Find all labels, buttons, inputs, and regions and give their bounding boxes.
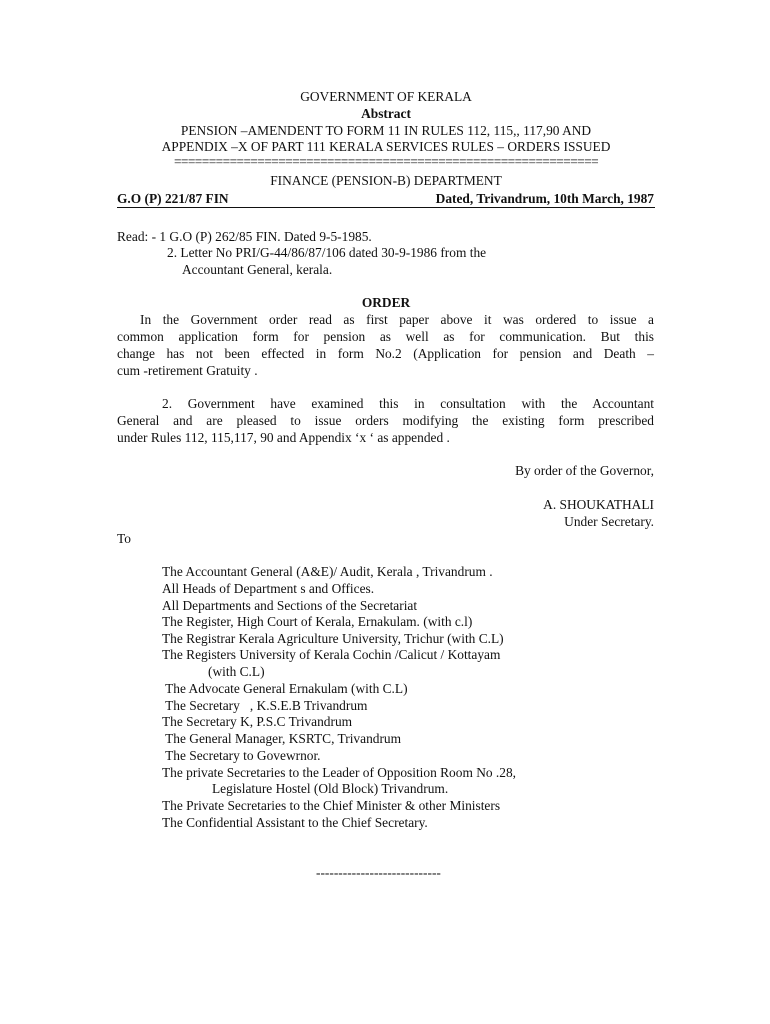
recipient-item: The General Manager, KSRTC, Trivandrum [162,731,402,746]
recipient-item: All Heads of Department s and Offices. [162,581,375,596]
recipient-item: The Secretary to Govewrnor. [162,748,321,763]
recipient-item: The private Secretaries to the Leader of Opposition Room No .28, [162,765,517,780]
by-order-line: By order of the Governor, [515,463,654,478]
order-para1-line1: In the Government order read as first paper above it was ordered to issue a [140,312,654,327]
recipient-item-cont: Legislature Hostel (Old Block) Trivandrum. [212,781,449,796]
header-underline [117,207,655,208]
signatory-designation: Under Secretary. [564,514,654,529]
order-para1-line4: cum -retirement Gratuity . [117,363,258,378]
separator-line: ============================================================= [173,154,599,169]
recipient-item: The Confidential Assistant to the Chief Secretary. [162,815,428,830]
recipient-item: The Registrar Kerala Agriculture University, Trichur (with C.L) [162,631,504,646]
recipient-item: The Private Secretaries to the Chief Minister & other Ministers [162,798,501,813]
department-title: FINANCE (PENSION-B) DEPARTMENT [270,173,502,188]
order-para2-line1: 2. Government have examined this in consultation with the Accountant [162,396,654,411]
recipient-item: The Advocate General Ernakulam (with C.L) [162,681,408,696]
subject-line-2: APPENDIX –X OF PART 111 KERALA SERVICES RULES – ORDERS ISSUED [161,139,611,154]
order-para2-line3: under Rules 112, 115,117, 90 and Appendix ‘x ‘ as appended . [117,430,450,445]
government-title: GOVERNMENT OF KERALA [300,89,472,104]
recipient-item: The Registers University of Kerala Cochin /Calicut / Kottayam [162,647,501,662]
to-label: To [117,531,131,546]
recipient-item: The Secretary K, P.S.C Trivandrum [162,714,353,729]
read-reference-1: Read: - 1 G.O (P) 262/85 FIN. Dated 9-5-1985. [117,229,372,244]
order-para1-line2: common application form for pension as well as for communication. But this [117,329,654,344]
order-para1-line3: change has not been effected in form No.2 (Application for pension and Death – [117,346,654,361]
order-heading: ORDER [361,295,411,310]
recipient-item: The Register, High Court of Kerala, Ernakulam. (with c.l) [162,614,473,629]
signatory-name: A. SHOUKATHALI [543,497,654,512]
closing-dashes: ---------------------------- [316,865,441,880]
subject-line-1: PENSION –AMENDENT TO FORM 11 IN RULES 112, 115,, 117,90 AND [180,123,592,138]
order-date: Dated, Trivandrum, 10th March, 1987 [435,191,654,206]
go-number: G.O (P) 221/87 FIN [117,191,229,206]
read-reference-2: 2. Letter No PRI/G-44/86/87/106 dated 30-9-1986 from the [167,245,487,260]
abstract-heading: Abstract [361,106,411,121]
recipient-item: All Departments and Sections of the Secretariat [162,598,418,613]
recipient-item: The Secretary , K.S.E.B Trivandrum [162,698,368,713]
recipient-item: The Accountant General (A&E)/ Audit, Kerala , Trivandrum . [162,564,493,579]
recipient-item-cont: (with C.L) [208,664,265,679]
order-para2-line2: General and are pleased to issue orders modifying the existing form prescribed [117,413,654,428]
read-reference-2-cont: Accountant General, kerala. [182,262,333,277]
